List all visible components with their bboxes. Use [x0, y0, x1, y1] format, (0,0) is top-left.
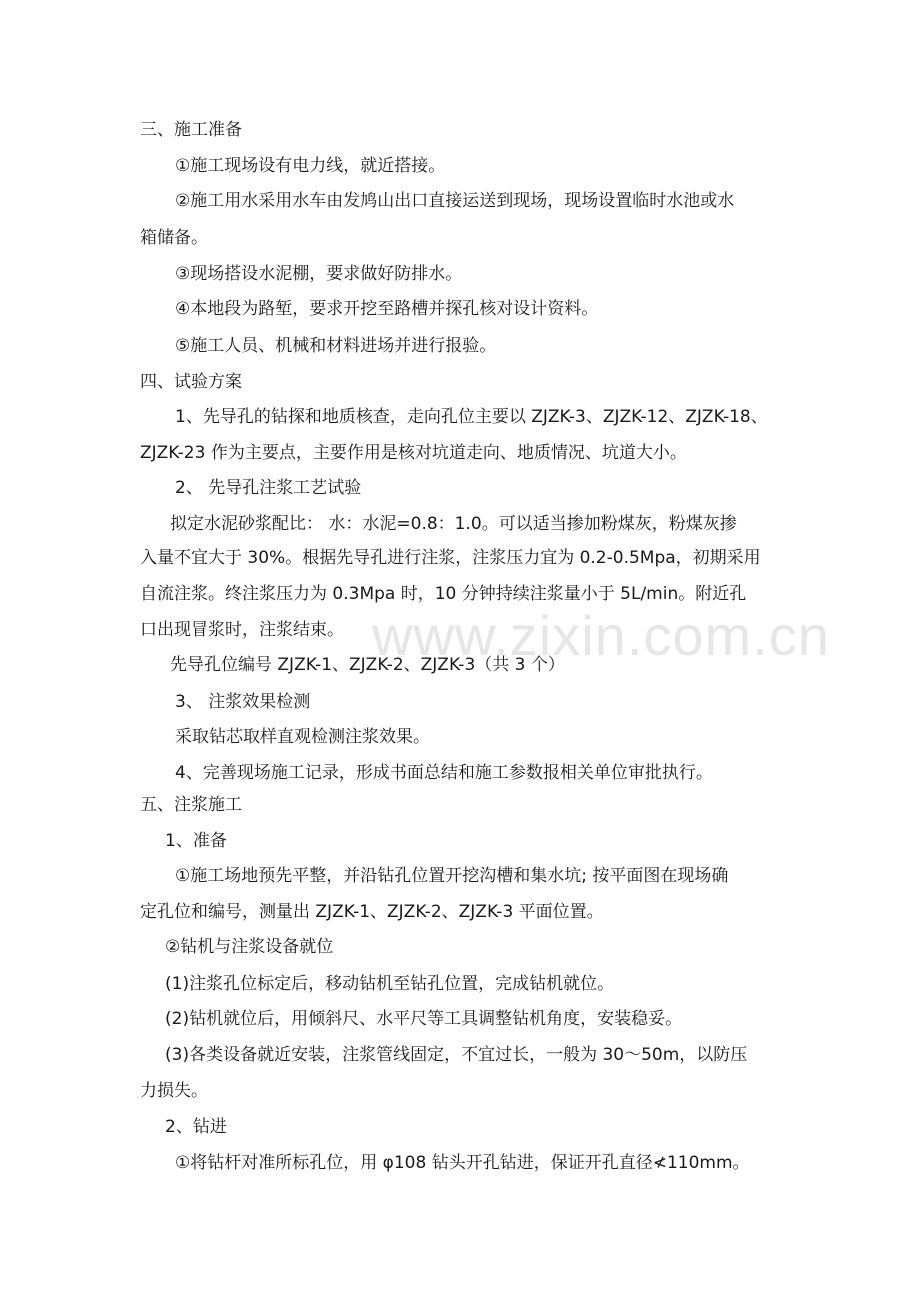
paragraph-line: 先导孔位编号 ZJZK-1、ZJZK-2、ZJZK-3（共 3 个）: [170, 655, 565, 675]
heading-construction-preparation: 三、施工准备: [140, 120, 242, 140]
paragraph-line: 1、先导孔的钻探和地质核查，走向孔位主要以 ZJZK-3、ZJZK-12、ZJZK-18、: [175, 407, 768, 427]
paragraph-line: 口出现冒浆时，注浆结束。: [140, 620, 344, 640]
paragraph-line: 定孔位和编号，测量出 ZJZK-1、ZJZK-2、ZJZK-3 平面位置。: [140, 902, 604, 922]
paragraph-line: ③现场搭设水泥棚，要求做好防排水。: [175, 264, 463, 284]
paragraph-line: 自流注浆。终注浆压力为 0.3Mpa 时，10 分钟持续注浆量小于 5L/min。附近孔: [140, 584, 747, 604]
paragraph-line: (3)各类设备就近安装，注浆管线固定，不宜过长，一般为 30～50m，以防压: [165, 1045, 748, 1065]
heading-test-plan: 四、试验方案: [140, 372, 242, 392]
subheading-preparation: 1、准备: [165, 831, 227, 851]
paragraph-line: 箱储备。: [140, 228, 208, 248]
paragraph-line: ②钻机与注浆设备就位: [165, 937, 334, 957]
paragraph-line: 4、完善现场施工记录，形成书面总结和施工参数报相关单位审批执行。: [175, 763, 713, 783]
paragraph-line: ①施工现场设有电力线，就近搭接。: [175, 156, 446, 176]
paragraph-line: ②施工用水采用水车由发鸠山出口直接运送到现场，现场设置临时水池或水: [175, 191, 735, 211]
paragraph-line: (1)注浆孔位标定后，移动钻机至钻孔位置，完成钻机就位。: [165, 974, 615, 994]
heading-grouting-construction: 五、注浆施工: [140, 795, 242, 815]
paragraph-line: 力损失。: [140, 1081, 208, 1101]
paragraph-line: 入量不宜大于 30%。根据先导孔进行注浆，注浆压力宜为 0.2-0.5Mpa，初期采用: [140, 548, 761, 568]
subheading-grouting-test: 2、 先导孔注浆工艺试验: [175, 478, 362, 498]
paragraph-line: ZJZK-23 作为主要点，主要作用是核对坑道走向、地质情况、坑道大小。: [140, 443, 687, 463]
subheading-drilling: 2、钻进: [165, 1117, 227, 1137]
paragraph-line: (2)钻机就位后，用倾斜尺、水平尺等工具调整钻机角度，安装稳妥。: [165, 1009, 683, 1029]
paragraph-line: ⑤施工人员、机械和材料进场并进行报验。: [175, 336, 497, 356]
paragraph-line: 拟定水泥砂浆配比： 水：水泥=0.8：1.0。可以适当掺加粉煤灰，粉煤灰掺: [170, 514, 737, 534]
paragraph-line: ④本地段为路堑，要求开挖至路槽并探孔核对设计资料。: [175, 299, 599, 319]
paragraph-line: 采取钻芯取样直观检测注浆效果。: [175, 727, 430, 747]
paragraph-line: ①施工场地预先平整，并沿钻孔位置开挖沟槽和集水坑; 按平面图在现场确: [175, 866, 729, 886]
subheading-effect-detection: 3、 注浆效果检测: [175, 692, 311, 712]
watermark: www.zixin.com.cn: [372, 604, 830, 667]
paragraph-line: ①将钻杆对准所标孔位，用 φ108 钻头开孔钻进，保证开孔直径≮110mm。: [175, 1153, 750, 1173]
